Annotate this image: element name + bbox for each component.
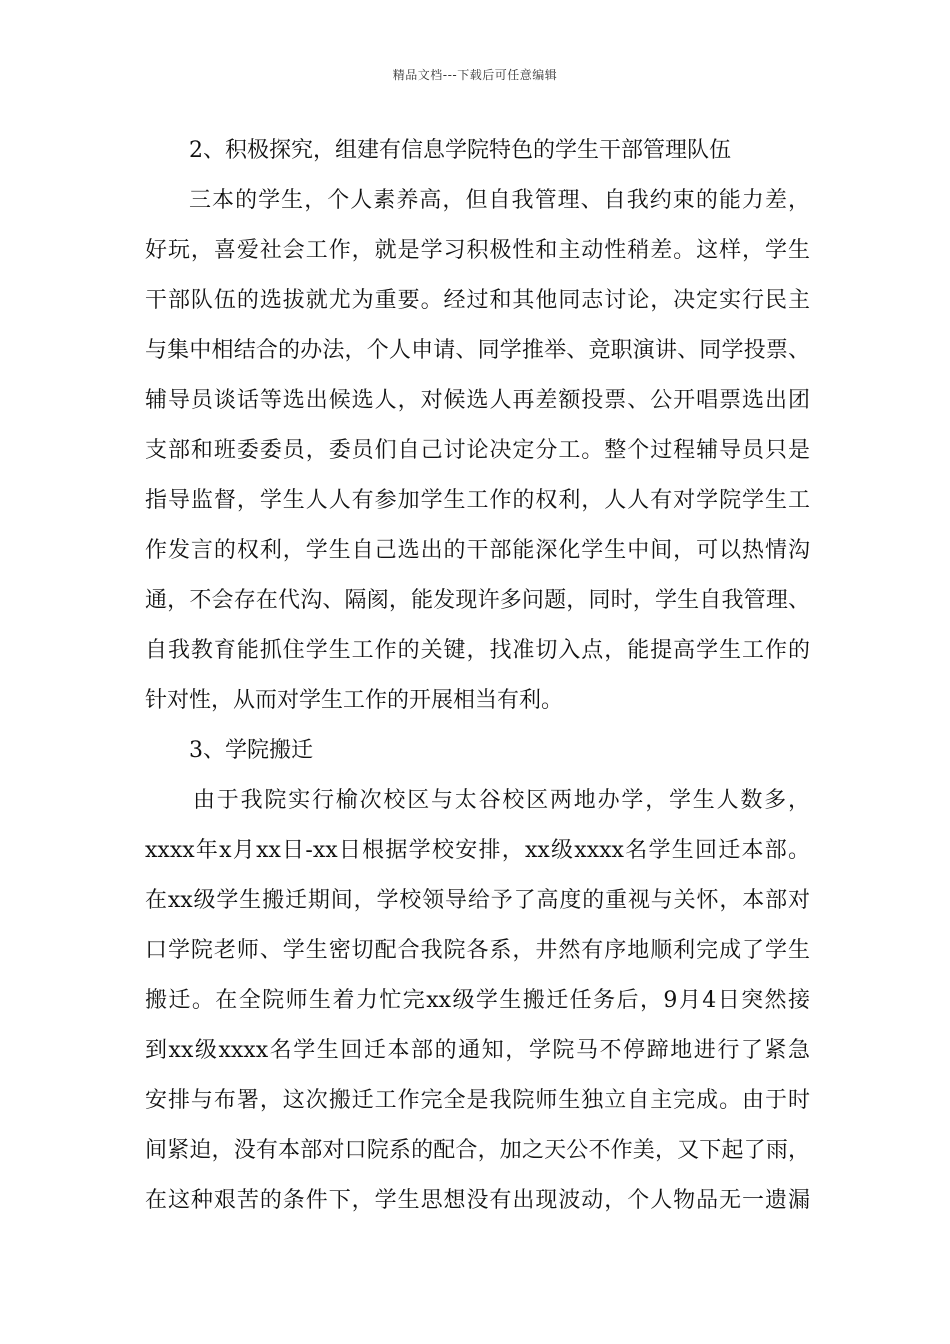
paragraph-line: 好玩，喜爱社会工作，就是学习积极性和主动性稍差。这样，学生 [145, 238, 810, 263]
paragraph-line: 三本的学生，个人素养高，但自我管理、自我约束的能力差， [189, 188, 810, 213]
paragraph-line: 与集中相结合的办法，个人申请、同学推举、竞职演讲、同学投票、 [145, 338, 810, 363]
paragraph-line: 到xx级xxxx名学生回迁本部的通知，学院马不停蹄地进行了紧急 [145, 1038, 810, 1063]
section-heading-2: 2、积极探究，组建有信息学院特色的学生干部管理队伍 [189, 138, 731, 163]
paragraph-line-last: 针对性，从而对学生工作的开展相当有利。 [145, 688, 564, 713]
paragraph-line: 在xx级学生搬迁期间，学校领导给予了高度的重视与关怀，本部对 [145, 888, 810, 913]
paragraph-line: 间紧迫，没有本部对口院系的配合，加之天公不作美，又下起了雨， [145, 1138, 810, 1163]
paragraph-line: 支部和班委委员，委员们自己讨论决定分工。整个过程辅导员只是 [145, 438, 810, 463]
paragraph-line: 安排与布署，这次搬迁工作完全是我院师生独立自主完成。由于时 [145, 1088, 810, 1113]
paragraph-line: 自我教育能抓住学生工作的关键，找准切入点，能提高学生工作的 [145, 638, 810, 663]
page-header: 精品文档---下载后可任意编辑 [392, 68, 558, 82]
paragraph-line: 作发言的权利，学生自己选出的干部能深化学生中间，可以热情沟 [145, 538, 810, 563]
paragraph-line: 由于我院实行榆次校区与太谷校区两地办学，学生人数多， [193, 788, 810, 813]
paragraph-line: 在这种艰苦的条件下，学生思想没有出现波动，个人物品无一遗漏 [145, 1188, 810, 1213]
paragraph-line: 通，不会存在代沟、隔阂，能发现许多问题，同时，学生自我管理、 [145, 588, 810, 613]
section-heading-3: 3、学院搬迁 [189, 738, 313, 763]
paragraph-line: 辅导员谈话等选出候选人，对候选人再差额投票、公开唱票选出团 [145, 388, 810, 413]
paragraph-line: 口学院老师、学生密切配合我院各系，井然有序地顺利完成了学生 [145, 938, 810, 963]
paragraph-line: 指导监督，学生人人有参加学生工作的权利，人人有对学院学生工 [145, 488, 810, 513]
document-body [145, 126, 810, 1226]
paragraph-line: 干部队伍的选拔就尤为重要。经过和其他同志讨论，决定实行民主 [145, 288, 810, 313]
paragraph-line: xxxx年x月xx日-xx日根据学校安排，xx级xxxx名学生回迁本部。 [145, 838, 810, 863]
paragraph-line: 搬迁。在全院师生着力忙完xx级学生搬迁任务后，9月4日突然接 [145, 988, 810, 1013]
